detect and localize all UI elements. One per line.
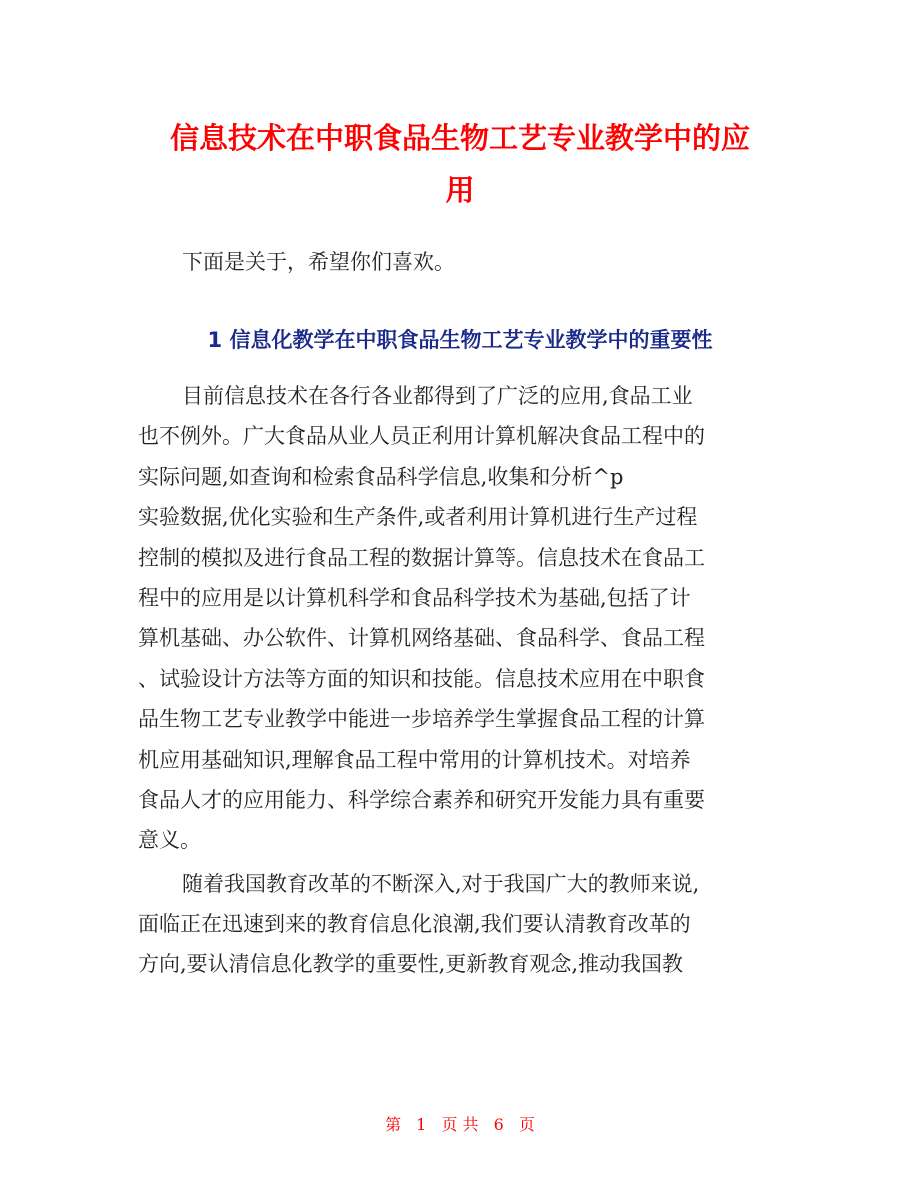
paragraph-1-line: 程中的应用是以计算机科学和食品科学技术为基础,包括了计 <box>138 585 691 610</box>
document-title <box>120 112 800 216</box>
section-heading: 1 信息化教学在中职食品生物工艺专业教学中的重要性 <box>207 328 713 352</box>
paragraph-1-line: 目前信息技术在各行各业都得到了广泛的应用,食品工业 <box>182 384 693 408</box>
body-text <box>138 376 798 985</box>
footer-total-pages: 6 <box>493 1115 504 1134</box>
document-title-line-1: 信息技术在中职食品生物工艺专业教学中的应 <box>169 121 750 155</box>
paragraph-1-line: 品生物工艺专业教学中能进一步培养学生掌握食品工程的计算 <box>138 707 705 732</box>
intro-paragraph: 下面是关于，希望你们喜欢。 <box>182 250 455 274</box>
paragraph-1-line: 意义。 <box>138 828 201 853</box>
paragraph-2-line: 方向,要认清信息化教学的重要性,更新教育观念,推动我国教 <box>138 952 684 977</box>
paragraph-1-line: 、试验设计方法等方面的知识和技能。信息技术应用在中职食 <box>138 666 705 691</box>
footer-page-suffix: 页 <box>518 1115 535 1134</box>
footer-page-prefix: 第 <box>385 1115 402 1134</box>
footer-page-middle: 页 共 <box>441 1115 479 1134</box>
paragraph-2-line: 面临正在迅速到来的教育信息化浪潮,我们要认清教育改革的 <box>138 912 691 937</box>
paragraph-1-line: 也不例外。广大食品从业人员正利用计算机解决食品工程中的 <box>138 424 705 449</box>
footer-current-page: 1 <box>416 1115 427 1134</box>
paragraph-2-line: 随着我国教育改革的不断深入,对于我国广大的教师来说, <box>182 871 700 896</box>
page-footer <box>0 1113 920 1137</box>
paragraph-1-line: 实际问题,如查询和检索食品科学信息,收集和分析^p <box>138 464 624 489</box>
paragraph-1-line: 食品人才的应用能力、科学综合素养和研究开发能力具有重要 <box>138 787 705 812</box>
paragraph-1-line: 算机基础、办公软件、计算机网络基础、食品科学、食品工程 <box>138 626 705 651</box>
paragraph-1-line: 控制的模拟及进行食品工程的数据计算等。信息技术在食品工 <box>138 545 705 570</box>
document-title-line-2: 用 <box>445 173 475 207</box>
paragraph-1-line: 实验数据,优化实验和生产条件,或者利用计算机进行生产过程 <box>138 505 698 530</box>
paragraph-1-line: 机应用基础知识,理解食品工程中常用的计算机技术。对培养 <box>138 747 691 772</box>
